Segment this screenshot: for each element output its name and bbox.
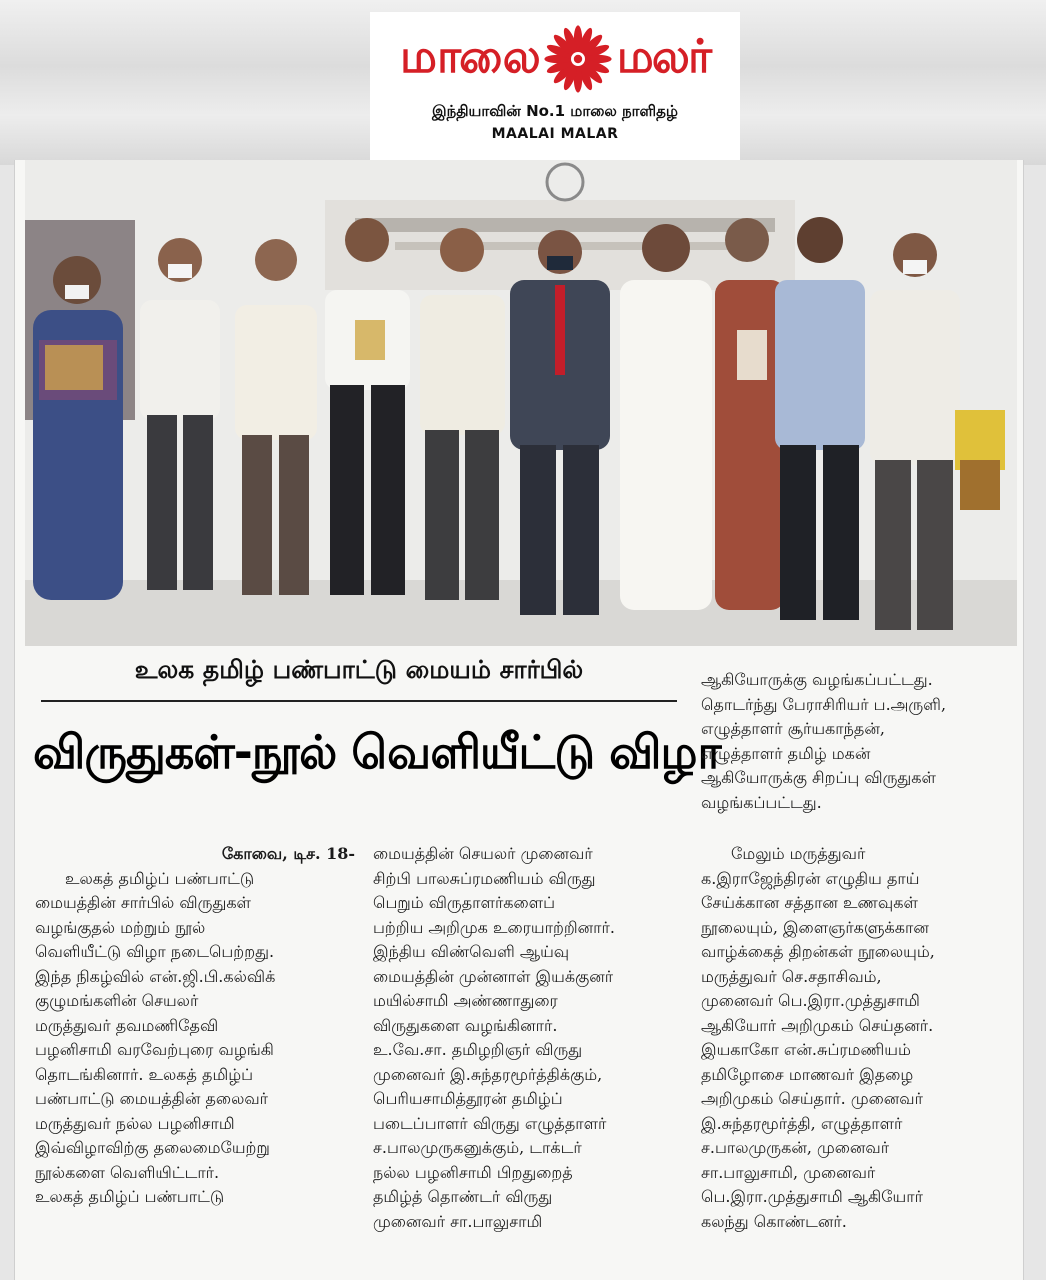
text-line: உலகத் தமிழ்ப் பண்பாட்டு — [65, 868, 255, 888]
text-line: பெரியசாமித்தூரன் தமிழ்ப் — [373, 1089, 563, 1108]
kicker-rule — [41, 700, 677, 702]
text-line: உ.வே.சா. தமிழறிஞர் விருது — [373, 1040, 583, 1059]
text-line: மருத்துவர் செ.சதாசிவம், — [701, 966, 882, 986]
text-line: ச.பாலமுருகனுக்கும், டாக்டர் — [373, 1138, 582, 1157]
flower-logo-icon — [543, 24, 613, 94]
masthead-tagline: இந்தியாவின் No.1 மாலை நாளிதழ் — [432, 102, 678, 120]
text-line: வழங்கப்பட்டது. — [701, 792, 822, 812]
text-line: வெளியீட்டு விழா நடைபெற்றது. — [35, 942, 275, 961]
text-line: மையத்தின் முன்னாள் இயக்குனர் — [373, 966, 614, 986]
text-line: இ.சுந்தரமூர்த்தி, எழுத்தாளர் — [701, 1113, 903, 1133]
masthead-english-name: MAALAI MALAR — [491, 126, 619, 142]
text-line: ச.பாலமுருகன், முனைவர் — [701, 1138, 890, 1157]
text-line: எழுத்தாளர் தமிழ் மகன் — [701, 743, 871, 763]
text-line: ஆகியோருக்கு சிறப்பு விருதுகள் — [701, 768, 936, 787]
article-column-1 — [35, 842, 355, 1210]
text-line: பெறும் விருதாளர்களைப் — [373, 893, 556, 912]
text-line: இந்த நிகழ்வில் என்.ஜி.பி.கல்விக் — [35, 966, 276, 986]
text-line: க.இராஜேந்திரன் எழுதிய தாய் — [701, 868, 920, 888]
text-line: இயகாகோ என்.சுப்ரமணியம் — [701, 1040, 911, 1059]
text-line: படைப்பாளர் விருது எழுத்தாளர் — [373, 1113, 607, 1133]
article-column-3 — [701, 842, 1019, 1234]
text-line: முனைவர் இ.சுந்தரமூர்த்திக்கும், — [373, 1064, 603, 1084]
text-line: சேய்க்கான சத்தான உணவுகள் — [701, 893, 918, 912]
text-line: பழனிசாமி வரவேற்புரை வழங்கி — [35, 1040, 274, 1059]
text-line: ஆகியோருக்கு வழங்கப்பட்டது. — [701, 670, 933, 689]
text-line: நூல்களை வெளியிட்டார். — [35, 1162, 220, 1182]
logo-word-right: மலர் — [616, 28, 710, 83]
text-line: இவ்விழாவிற்கு தலைமையேற்று — [35, 1138, 270, 1157]
text-line: தமிழ்த் தொண்டர் விருது — [373, 1187, 553, 1206]
text-line: நல்ல பழனிசாமி பிறதுறைத் — [373, 1162, 573, 1182]
text-line: கலந்து கொண்டனர். — [701, 1211, 847, 1231]
text-line: வாழ்க்கைத் திறன்கள் நூலையும், — [701, 942, 935, 961]
article-column-2 — [373, 842, 693, 1234]
newspaper-clipping — [14, 160, 1024, 1280]
text-line: முனைவர் சா.பாலுசாமி — [373, 1211, 543, 1231]
text-line: பெ.இரா.முத்துசாமி ஆகியோர் — [701, 1187, 923, 1206]
text-line: அறிமுகம் செய்தார். முனைவர் — [701, 1089, 923, 1108]
text-line: தொடர்ந்து பேராசிரியர் ப.அருளி, — [701, 694, 947, 714]
text-line: ஆகியோர் அறிமுகம் செய்தனர். — [701, 1015, 934, 1035]
text-line: நூலையும், இளைஞர்களுக்கான — [701, 917, 929, 937]
newspaper-masthead — [370, 12, 740, 162]
article-headline: விருதுகள்-நூல் வெளியீட்டு விழா — [33, 725, 721, 779]
article-dateline: கோவை, டிச. 18- — [221, 844, 355, 863]
text-line: சிற்பி பாலசுப்ரமணியம் விருது — [373, 868, 596, 888]
event-photo — [25, 160, 1017, 646]
text-line: மையத்தின் சார்பில் விருதுகள் — [35, 893, 251, 912]
article-column-3-top — [701, 668, 1019, 815]
article-kicker: உலக தமிழ் பண்பாட்டு மையம் சார்பில் — [134, 655, 584, 684]
text-line: மருத்துவர் நல்ல பழனிசாமி — [35, 1113, 235, 1133]
text-line: முனைவர் பெ.இரா.முத்துசாமி — [701, 991, 920, 1010]
text-line: இந்திய விண்வெளி ஆய்வு — [373, 942, 570, 961]
text-line: உலகத் தமிழ்ப் பண்பாட்டு — [35, 1187, 225, 1206]
text-line: மையத்தின் செயலர் முனைவர் — [373, 844, 593, 863]
text-line: சா.பாலுசாமி, முனைவர் — [701, 1162, 876, 1182]
text-line: வழங்குதல் மற்றும் நூல் — [35, 917, 206, 937]
text-line: எழுத்தாளர் சூர்யகாந்தன், — [701, 719, 885, 738]
text-line: விருதுகளை வழங்கினார். — [373, 1015, 558, 1035]
text-line: மயில்சாமி அண்ணாதுரை — [373, 991, 558, 1010]
masthead-logo — [370, 20, 740, 98]
text-line: தொடங்கினார். உலகத் தமிழ்ப் — [35, 1064, 253, 1084]
logo-word-left: மாலை — [400, 28, 539, 83]
text-line: மருத்துவர் தவமணிதேவி — [35, 1015, 219, 1035]
text-line: குழுமங்களின் செயலர் — [35, 991, 199, 1010]
text-line: பண்பாட்டு மையத்தின் தலைவர் — [35, 1089, 269, 1108]
text-line: பற்றிய அறிமுக உரையாற்றினார். — [373, 917, 615, 937]
text-line: தமிழோசை மாணவர் இதழை — [701, 1064, 914, 1084]
text-line: மேலும் மருத்துவர் — [731, 844, 866, 863]
group-photo-illustration — [25, 160, 1017, 646]
